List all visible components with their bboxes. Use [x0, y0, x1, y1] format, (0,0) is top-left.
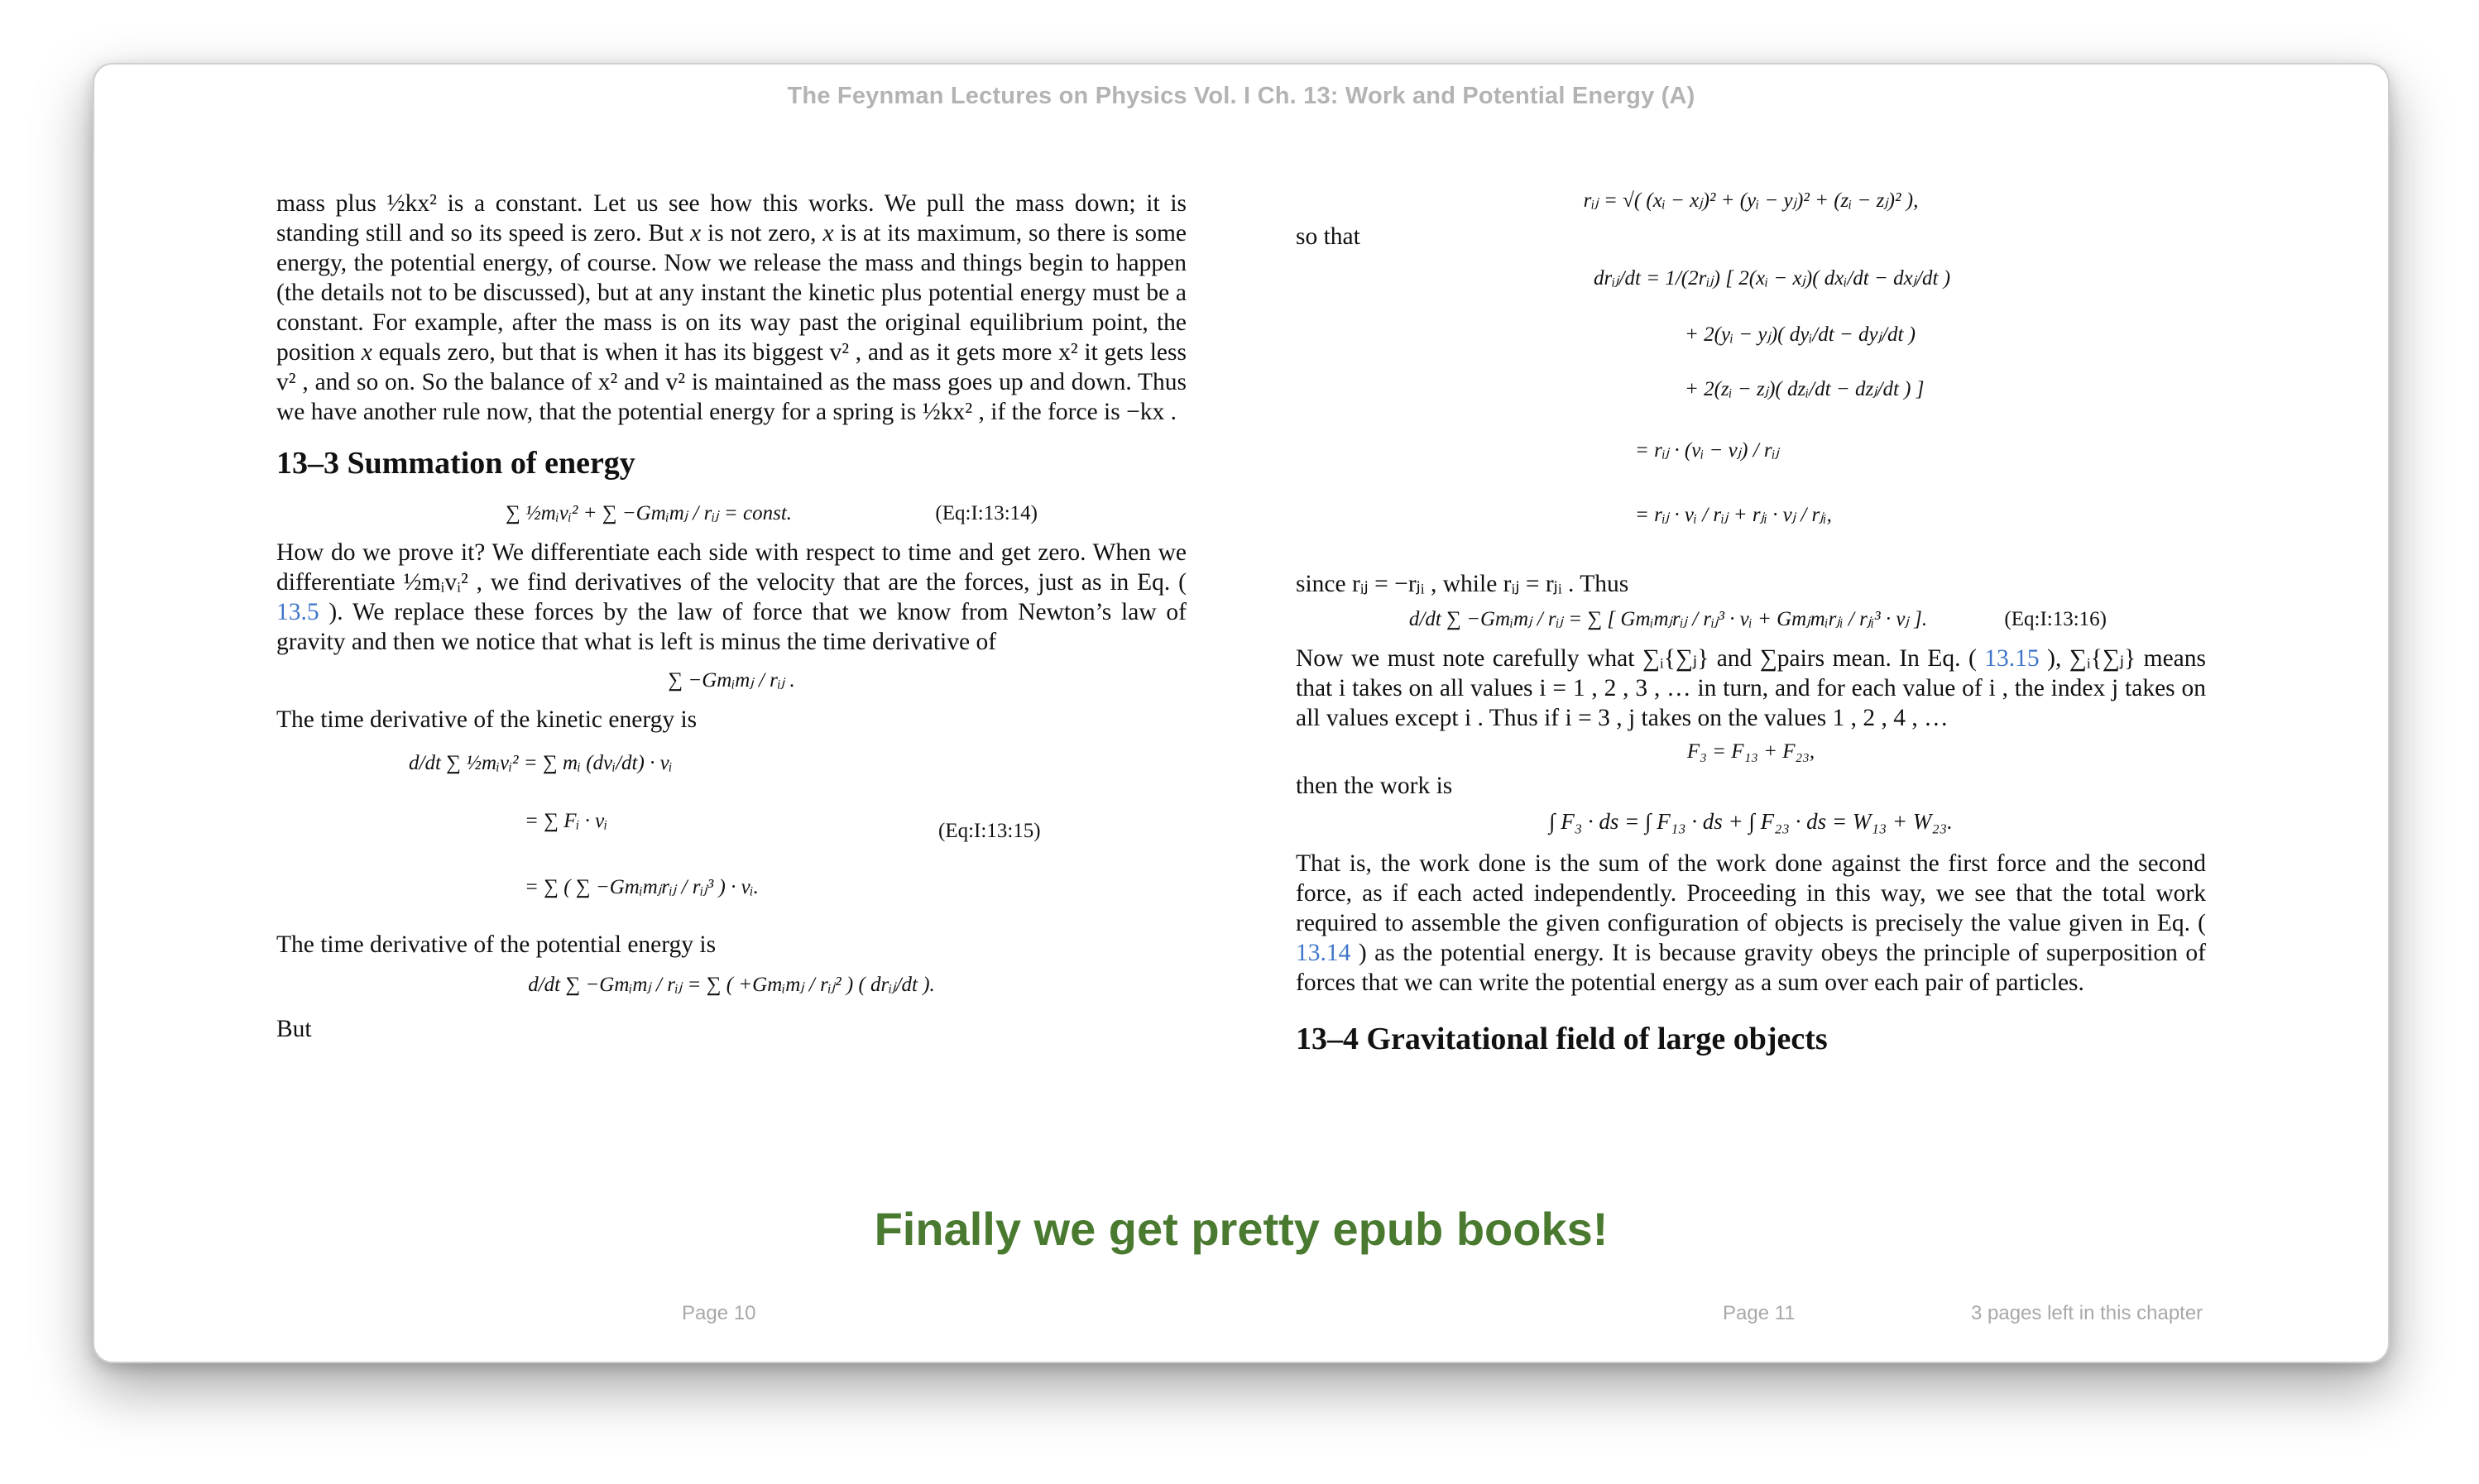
- book-title: The Feynman Lectures on Physics Vol. I Ch. 13: Work and Potential Energy (A): [787, 83, 1695, 109]
- section-heading-gravitational-field: 13–4 Gravitational field of large objects: [1296, 1022, 1828, 1056]
- paragraph-but: But: [276, 1016, 312, 1042]
- paragraph-prove: [276, 538, 1187, 657]
- equation-line-2: = ∑ Fᵢ · vᵢ: [525, 810, 608, 832]
- paragraph-superposition: [1296, 849, 2206, 998]
- text-span: is at its maximum, so there is some energy, the potential energy, of course. Now we release the mass and things begin to happen (the details not to be discussed), but at any instant the kinetic plus potential energy must be a constant. For example, after the mass is on its way past the original equilibrium point, the position: [276, 220, 1187, 366]
- equation-label: (Eq:I:13:14): [935, 502, 1038, 524]
- paragraph-spring: [276, 189, 1187, 427]
- equation-body: ∑ ½mᵢvᵢ² + ∑ −Gmᵢmⱼ / rᵢⱼ = const.: [505, 502, 793, 524]
- text-span: How do we prove it? We differentiate each side with respect to time and get zero. When we differentiate ½mᵢvᵢ² , we find derivatives of the velocity that are the forces, just as in Eq. (: [276, 539, 1187, 596]
- equation-line-3: + 2(zᵢ − zⱼ)( dzᵢ/dt − dzⱼ/dt ) ]: [1685, 378, 1925, 400]
- paragraph-sothat: so that: [1296, 223, 1360, 250]
- reader-window: [93, 63, 2390, 1363]
- math-x: x: [361, 339, 372, 366]
- text-span: equals zero, but that is when it has its biggest v² , and as it gets more x² it gets less v² , and so on. So the balance of x² and v² is maintained as the mass goes up and down. Thus we have another rule now, that the potential energy for a spring is ½kx² , if the force is −kx .: [276, 339, 1187, 425]
- paragraph-kinetic: The time derivative of the kinetic energy is: [276, 706, 698, 733]
- left-page-number: Page 10: [682, 1302, 756, 1324]
- pages-left-indicator: 3 pages left in this chapter: [1971, 1302, 2203, 1324]
- text-span: ), ∑ᵢ{∑ⱼ} means that i takes on all values i = 1 , 2 , 3 , … in turn, and for each value of i , the index j takes on all values except i . Thus if i = 3 , j takes on the values 1 , 2 , 4 , …: [1296, 645, 2206, 731]
- paragraph-since: since rᵢⱼ = −rⱼᵢ , while rᵢⱼ = rⱼᵢ . Thus: [1296, 571, 1629, 597]
- math-x: x: [822, 220, 834, 247]
- equation-label: (Eq:I:13:15): [938, 820, 1041, 842]
- right-page-number: Page 11: [1723, 1302, 1796, 1324]
- text-span: That is, the work done is the sum of the work done against the first force and the second force, as if each acted independently. Proceeding in this way, we see that the total work required to assemble the given configuration of objects is precisely the value given in Eq. (: [1296, 850, 2206, 936]
- math-x: x: [690, 220, 702, 247]
- paragraph-note: [1296, 644, 2206, 733]
- equation-label: (Eq:I:13:16): [2004, 608, 2107, 630]
- eq-link-13-15[interactable]: 13.15: [1984, 645, 2040, 672]
- paragraph-then: then the work is: [1296, 773, 1453, 799]
- right-page: [1296, 189, 2206, 1057]
- equation-13-16: [1296, 607, 2206, 632]
- equation-drij-dt: [1296, 255, 2206, 569]
- eq-link-13-14[interactable]: 13.14: [1296, 940, 1351, 966]
- equation-F3: F₃ = F₁₃ + F₂₃,: [1686, 740, 1815, 763]
- left-page: [276, 189, 1187, 1044]
- text-span: Now we must note carefully what ∑ᵢ{∑ⱼ} and ∑pairs mean. In Eq. (: [1296, 645, 1985, 672]
- equation-work: ∫ F₃ · ds = ∫ F₁₃ · ds + ∫ F₂₃ · ds = W₁₃ + W₂₃.: [1549, 809, 1953, 834]
- equation-line-3: = ∑ ( ∑ −Gmᵢmⱼrᵢⱼ / rᵢⱼ³ ) · vᵢ.: [525, 876, 759, 898]
- equation-line-1: d/dt ∑ ½mᵢvᵢ² = ∑ mᵢ (dvᵢ/dt) · vᵢ: [409, 752, 673, 774]
- equation-rij: rᵢⱼ = √( (xᵢ − xⱼ)² + (yᵢ − yⱼ)² + (zᵢ − zⱼ)² ),: [1583, 189, 1919, 212]
- equation-pairs-sum: ∑ −Gmᵢmⱼ / rᵢⱼ .: [668, 669, 795, 692]
- equation-potential-derivative: d/dt ∑ −Gmᵢmⱼ / rᵢⱼ = ∑ ( +Gmᵢmⱼ / rᵢⱼ² ) ( drᵢⱼ/dt ).: [528, 974, 935, 996]
- equation-body: d/dt ∑ −Gmᵢmⱼ / rᵢⱼ = ∑ [ Gmᵢmⱼrᵢⱼ / rᵢⱼ³ · vᵢ + Gmⱼmᵢrⱼᵢ / rⱼᵢ³ · vⱼ ].: [1408, 608, 1928, 630]
- section-heading-summation: 13–3 Summation of energy: [276, 446, 635, 481]
- caption-overlay: Finally we get pretty epub books!: [874, 1203, 1609, 1255]
- text-span: ). We replace these forces by the law of force that we know from Newton’s law of gravity and then we notice that what is left is minus the time derivative of: [276, 599, 1187, 655]
- equation-line-1: drᵢⱼ/dt = 1/(2rᵢⱼ) [ 2(xᵢ − xⱼ)( dxᵢ/dt − dxⱼ/dt ): [1594, 267, 1951, 290]
- equation-line-2: + 2(yᵢ − yⱼ)( dyᵢ/dt − dyⱼ/dt ): [1685, 323, 1916, 346]
- equation-line-4: = rᵢⱼ · (vᵢ − vⱼ) / rᵢⱼ: [1635, 439, 1779, 462]
- equation-line-5: = rᵢⱼ · vᵢ / rᵢⱼ + rⱼᵢ · vⱼ / rⱼᵢ,: [1635, 504, 1832, 526]
- text-span: ) as the potential energy. It is because gravity obeys the principle of superposition of forces that we can write the potential energy as a sum over each pair of particles.: [1296, 940, 2206, 996]
- paragraph-potential: The time derivative of the potential energy is: [276, 931, 717, 958]
- text-span: mass plus ½kx² is a constant. Let us see how this works. We pull the mass down; it is standing still and so its speed is zero. But: [276, 190, 1187, 247]
- eq-link-13-5[interactable]: 13.5: [276, 599, 319, 625]
- equation-13-14: [276, 501, 1187, 526]
- equation-13-15: [276, 743, 1187, 925]
- text-span: is not zero,: [701, 220, 823, 247]
